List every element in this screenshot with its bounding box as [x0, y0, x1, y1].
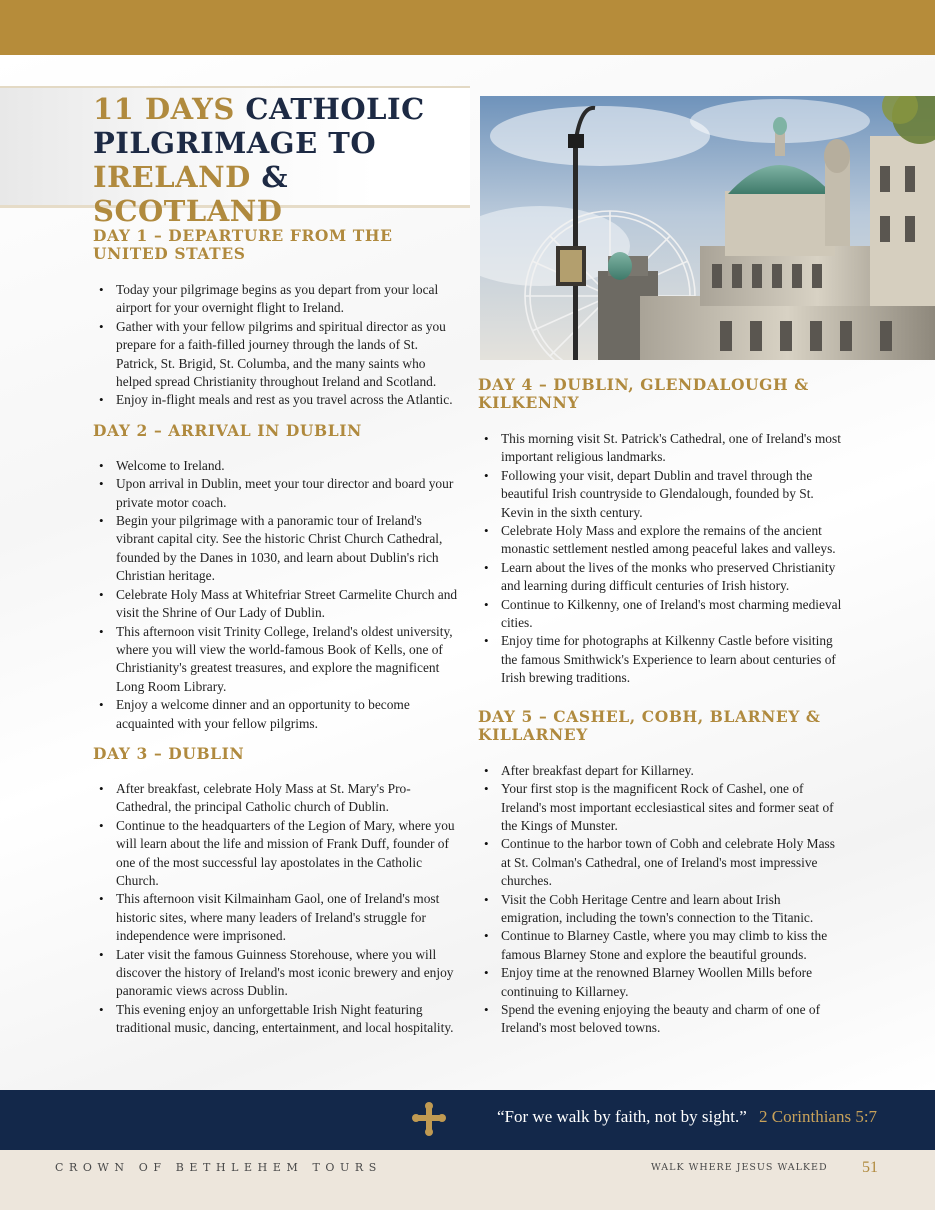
itinerary-right-column [478, 376, 843, 1038]
bottom-strip [0, 1150, 935, 1210]
list-item: • Begin your pilgrimage with a panoramic tour of Ireland's vibrant capital city. See the historic Christ Church Cathedral, founded by the Danes in 1030, and learn about Dublin's rich Christian heritage. [93, 512, 458, 586]
list-item: • Your first stop is the magnificent Rock of Cashel, one of Ireland's most important ecclesiastical sites and former seat of the Kings of Munster. [478, 780, 843, 835]
list-item: • Gather with your fellow pilgrims and spiritual director as you prepare for a faith-filled journey through the lands of St. Patrick, St. Brigid, St. Columba, and the many saints who helped spread Christianity throughout Ireland and Scotland. [93, 318, 458, 392]
title-ireland: IRELAND [93, 160, 251, 194]
footer-quote: “For we walk by faith, not by sight.” [497, 1107, 747, 1126]
list-item: • Today your pilgrimage begins as you depart from your local airport for your overnight flight to Ireland. [93, 281, 458, 318]
list-item: • Learn about the lives of the monks who preserved Christianity and learning during difficult centuries of Irish history. [478, 559, 843, 596]
day-2-list [93, 457, 458, 733]
day-2-section [93, 422, 458, 733]
day-2-heading: DAY 2 – ARRIVAL IN DUBLIN [93, 420, 362, 440]
page-title [93, 92, 463, 228]
footer-reference: 2 Corinthians 5:7 [759, 1107, 878, 1126]
day-3-list [93, 780, 458, 1038]
list-item: • Celebrate Holy Mass at Whitefriar Street Carmelite Church and visit the Shrine of Our Lady of Dublin. [93, 586, 458, 623]
list-item: • Spend the evening enjoying the beauty and charm of one of Ireland's most beloved towns. [478, 1001, 843, 1038]
page-number: 51 [862, 1159, 878, 1176]
day-1-section [93, 227, 458, 410]
list-item: • This afternoon visit Trinity College, Ireland's oldest university, where you will view the world-famous Book of Kells, one of Christianity's greatest treasures, and explore the magnificent Long Room Library. [93, 623, 458, 697]
list-item: • Celebrate Holy Mass and explore the remains of the ancient monastic settlement nestled among peaceful lakes and valleys. [478, 522, 843, 559]
day-4-section [478, 376, 843, 688]
list-item: • Upon arrival in Dublin, meet your tour director and board your private motor coach. [93, 475, 458, 512]
list-item: • Later visit the famous Guinness Storehouse, where you will discover the history of Ireland's most iconic brewery and enjoy panoramic views across Dublin. [93, 946, 458, 1001]
photo-illustration [480, 96, 935, 360]
list-item: • Enjoy time for photographs at Kilkenny Castle before visiting the famous Smithwick's Experience to learn about centuries of Irish brewing traditions. [478, 632, 843, 687]
day-4-heading: DAY 4 – DUBLIN, GLENDALOUGH & KILKENNY [478, 375, 809, 412]
list-item: • Continue to the harbor town of Cobh and celebrate Holy Mass at St. Colman's Cathedral, one of Ireland's most impressive churches. [478, 835, 843, 890]
day-3-section [93, 745, 458, 1038]
itinerary-left-column [93, 227, 458, 1038]
list-item: • After breakfast, celebrate Holy Mass at St. Mary's Pro-Cathedral, the principal Catholic church of Dublin. [93, 780, 458, 817]
list-item: • Visit the Cobh Heritage Centre and learn about Irish emigration, including the town's connection to the Titanic. [478, 891, 843, 928]
header-band [0, 0, 935, 55]
list-item: • Enjoy a welcome dinner and an opportunity to become acquainted with your fellow pilgrims. [93, 696, 458, 733]
list-item: • Following your visit, depart Dublin and travel through the beautiful Irish countryside to Glendalough, founded by St. Kevin in the sixth century. [478, 467, 843, 522]
day-1-heading: DAY 1 – DEPARTURE FROM THE UNITED STATES [93, 226, 393, 263]
list-item: • This afternoon visit Kilmainham Gaol, one of Ireland's most historic sites, where many leaders of Ireland's struggle for independence were imprisoned. [93, 890, 458, 945]
list-item: • This morning visit St. Patrick's Cathedral, one of Ireland's most important religious landmarks. [478, 430, 843, 467]
list-item: • Continue to the headquarters of the Legion of Mary, where you will learn about the life and mission of Frank Duff, founder of one of the most successful lay apostolates in the Catholic Church. [93, 817, 458, 891]
title-ampersand: & [250, 160, 289, 194]
list-item: • Continue to Kilkenny, one of Ireland's most charming medieval cities. [478, 596, 843, 633]
brand-name: CROWN OF BETHLEHEM TOURS [55, 1161, 382, 1174]
day-5-list [478, 762, 843, 1038]
day-5-section [478, 708, 843, 1038]
list-item: • Welcome to Ireland. [93, 457, 458, 475]
list-item: • This evening enjoy an unforgettable Irish Night featuring traditional music, dancing, entertainment, and local hospitality. [93, 1001, 458, 1038]
day-5-heading: DAY 5 – CASHEL, COBH, BLARNEY & KILLARNEY [478, 706, 821, 744]
day-4-list [478, 430, 843, 688]
belfast-city-hall-photo [480, 96, 935, 360]
brand-tagline: WALK WHERE JESUS WALKED [651, 1162, 828, 1173]
cross-icon [411, 1101, 447, 1137]
list-item: • Continue to Blarney Castle, where you may climb to kiss the famous Blarney Stone and explore the beautiful grounds. [478, 927, 843, 964]
title-days: 11 DAYS [93, 92, 235, 126]
list-item: • Enjoy time at the renowned Blarney Woollen Mills before continuing to Killarney. [478, 964, 843, 1001]
day-1-list [93, 281, 458, 410]
title-scotland: SCOTLAND [93, 194, 283, 228]
day-3-heading: DAY 3 – DUBLIN [93, 743, 245, 763]
title-pilgrimage: PILGRIMAGE TO [93, 126, 377, 160]
list-item: • Enjoy in-flight meals and rest as you travel across the Atlantic. [93, 391, 458, 409]
title-catholic: CATHOLIC [234, 92, 425, 126]
list-item: • After breakfast depart for Killarney. [478, 762, 843, 780]
